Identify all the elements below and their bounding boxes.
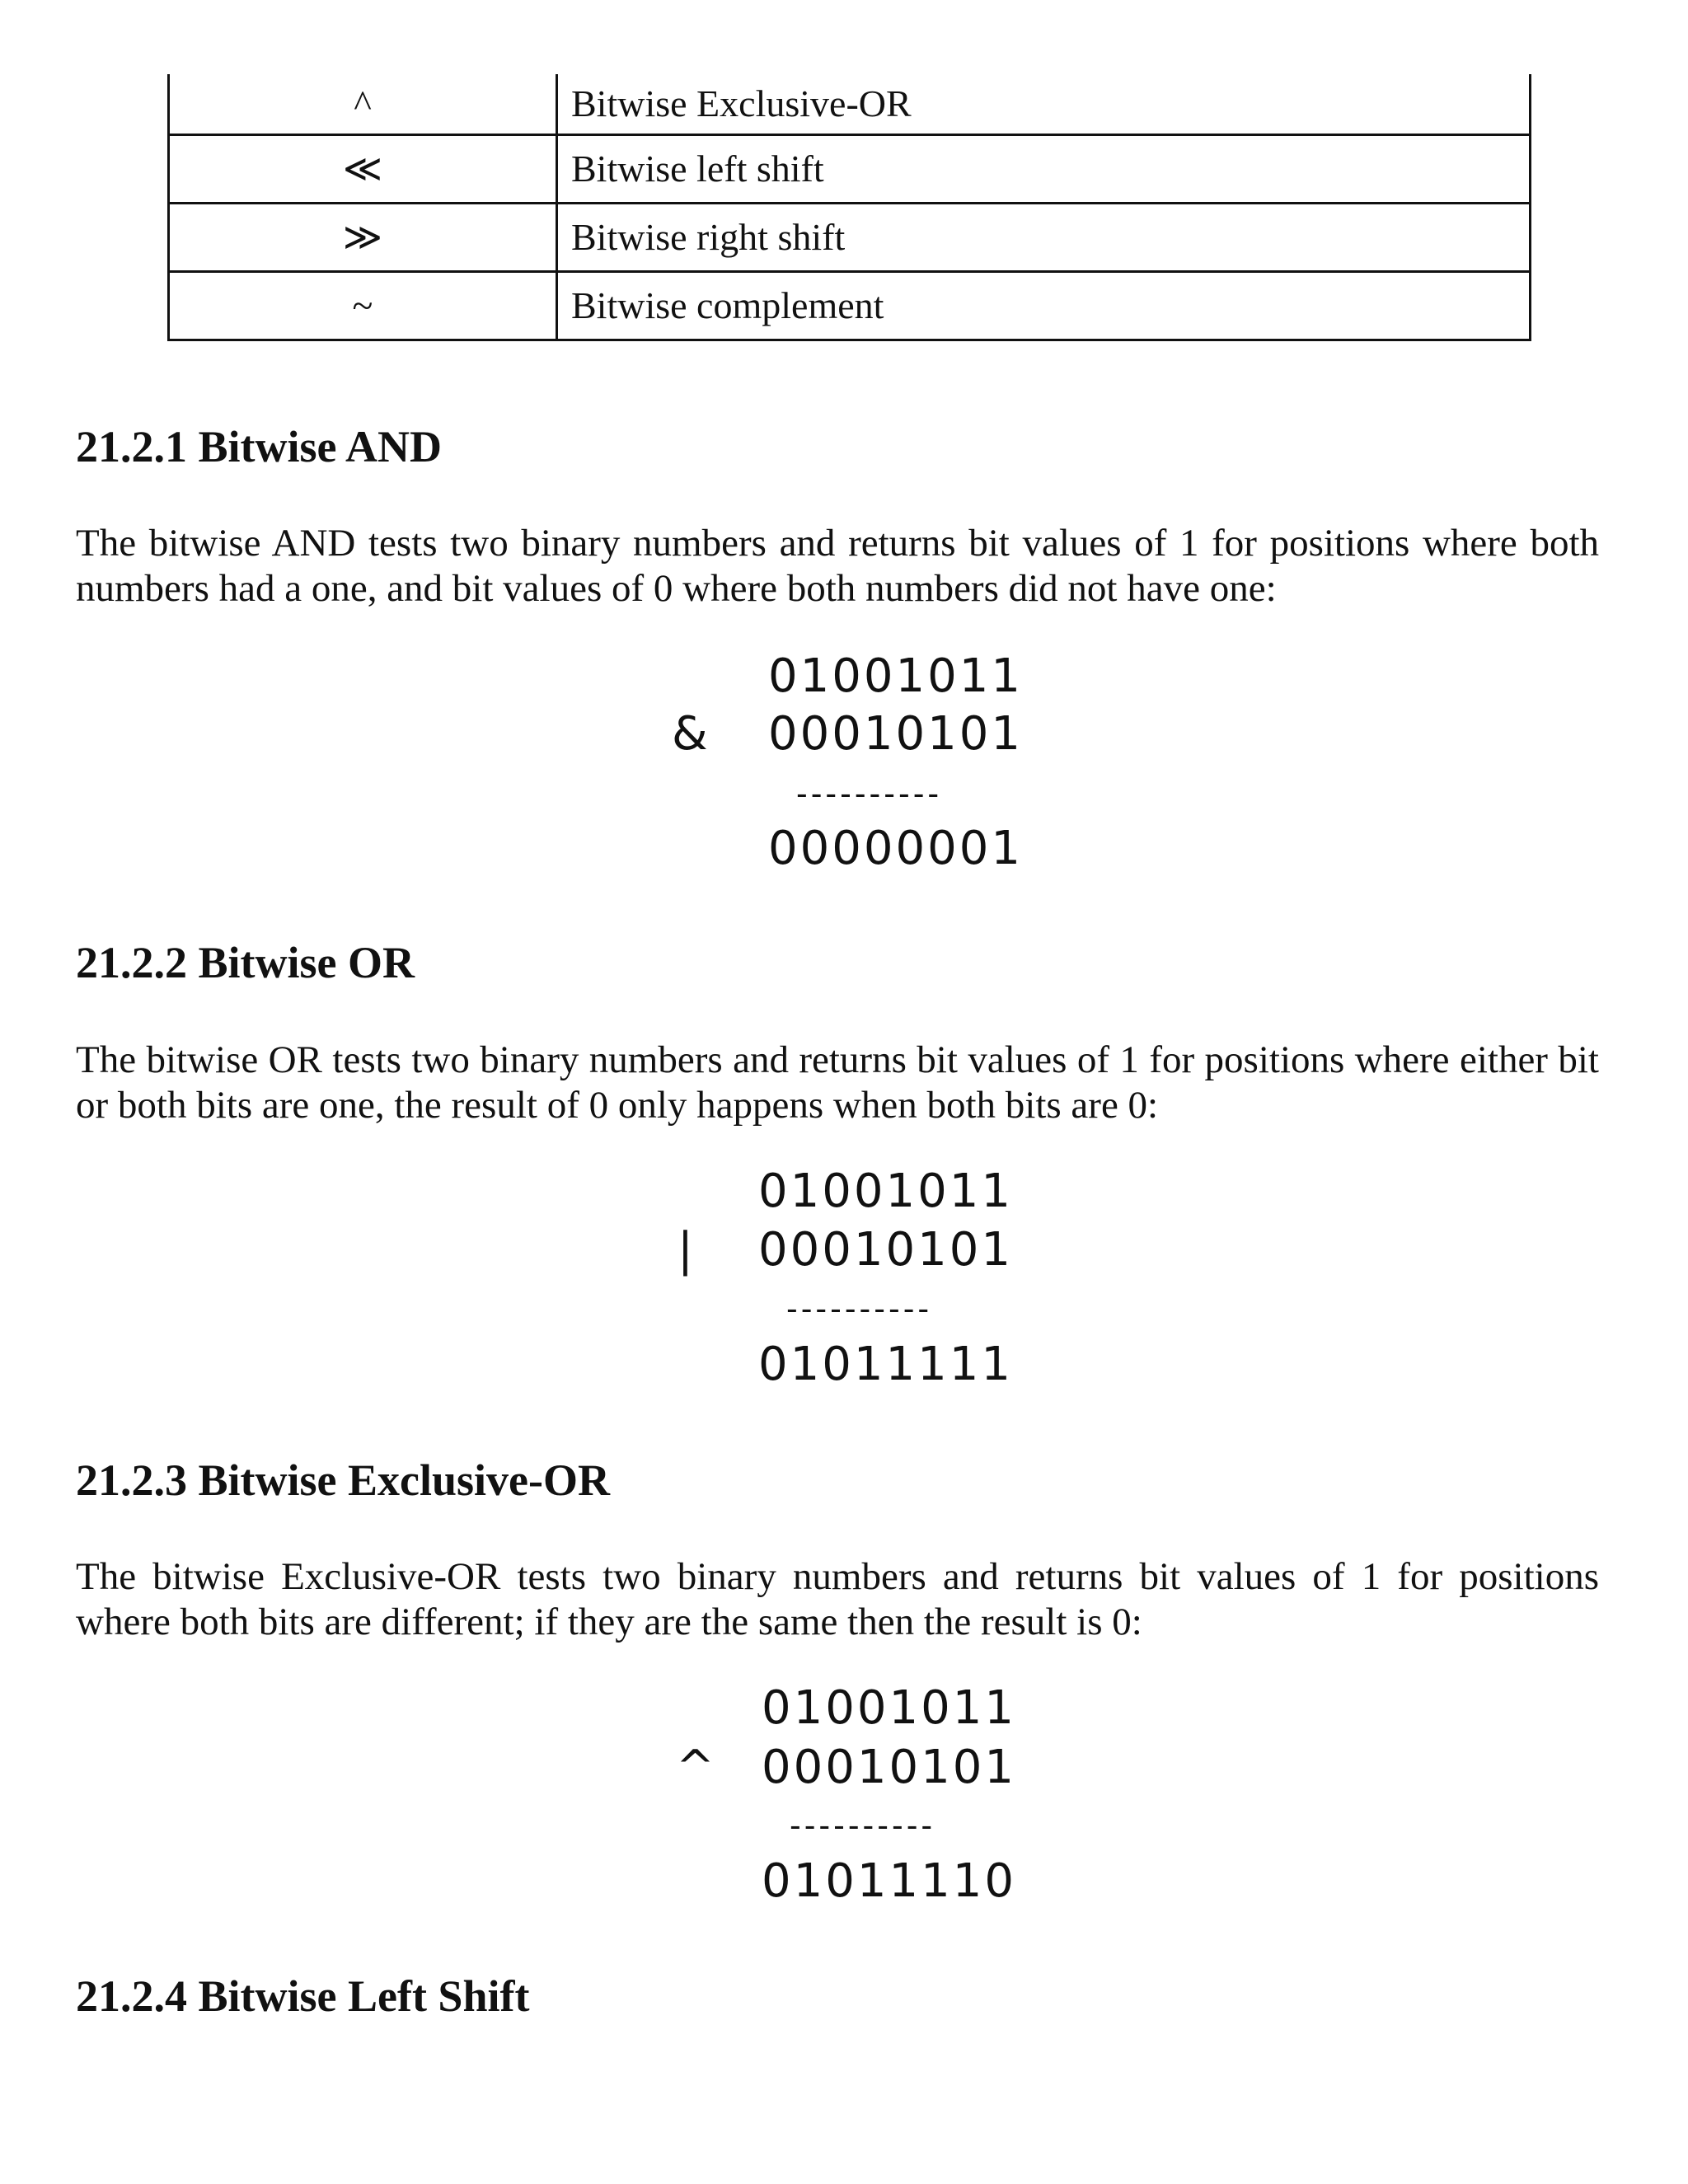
table-row bbox=[169, 272, 1531, 340]
section-heading-bitwise-left-shift: 21.2.4 Bitwise Left Shift bbox=[76, 1971, 530, 2021]
operator-description: Bitwise left shift bbox=[557, 135, 1531, 204]
section-paragraph-bitwise-and: The bitwise AND tests two binary numbers and returns bit values of 1 for positions where both numbers had a one, and bit values of 0 where both numbers did not have one: bbox=[76, 522, 1599, 610]
calc-operator: & bbox=[672, 707, 708, 761]
table-row bbox=[169, 204, 1531, 272]
operator-table bbox=[167, 74, 1531, 341]
calc-separator: ---------- bbox=[786, 1291, 933, 1327]
calc-operand-1: 01001011 bbox=[768, 649, 1024, 703]
calc-separator: ---------- bbox=[790, 1807, 936, 1844]
section-heading-bitwise-xor: 21.2.3 Bitwise Exclusive-OR bbox=[76, 1455, 610, 1505]
table-row bbox=[169, 135, 1531, 204]
operator-description: Bitwise complement bbox=[557, 272, 1531, 340]
table-row bbox=[169, 74, 1531, 135]
operator-symbol: ^ bbox=[169, 74, 557, 135]
operator-symbol: ≫ bbox=[169, 204, 557, 272]
calc-operand-1: 01001011 bbox=[762, 1681, 1017, 1735]
calc-operand-1: 01001011 bbox=[758, 1165, 1014, 1218]
calc-result: 01011111 bbox=[758, 1338, 1014, 1391]
calc-operand-2: 00010101 bbox=[758, 1223, 1014, 1277]
calc-operand-2: 00010101 bbox=[762, 1741, 1017, 1794]
section-heading-bitwise-or: 21.2.2 Bitwise OR bbox=[76, 938, 415, 987]
calc-result: 01011110 bbox=[762, 1854, 1017, 1908]
calc-operator: ^ bbox=[676, 1741, 715, 1794]
calc-separator: ---------- bbox=[796, 776, 943, 812]
section-heading-bitwise-and: 21.2.1 Bitwise AND bbox=[76, 422, 442, 471]
operator-description: Bitwise right shift bbox=[557, 204, 1531, 272]
operator-symbol: ≪ bbox=[169, 135, 557, 204]
operator-description: Bitwise Exclusive-OR bbox=[557, 74, 1531, 135]
calc-result: 00000001 bbox=[768, 822, 1024, 875]
section-paragraph-bitwise-or: The bitwise OR tests two binary numbers and returns bit values of 1 for positions where either bit or both bits are one, the result of 0 only happens when both bits are 0: bbox=[76, 1038, 1599, 1127]
calc-operator: | bbox=[678, 1223, 693, 1277]
section-paragraph-bitwise-xor: The bitwise Exclusive-OR tests two binary numbers and returns bit values of 1 for positions where both bits are different; if they are the same then the result is 0: bbox=[76, 1555, 1599, 1643]
calc-operand-2: 00010101 bbox=[768, 707, 1024, 761]
operator-symbol: ~ bbox=[169, 272, 557, 340]
